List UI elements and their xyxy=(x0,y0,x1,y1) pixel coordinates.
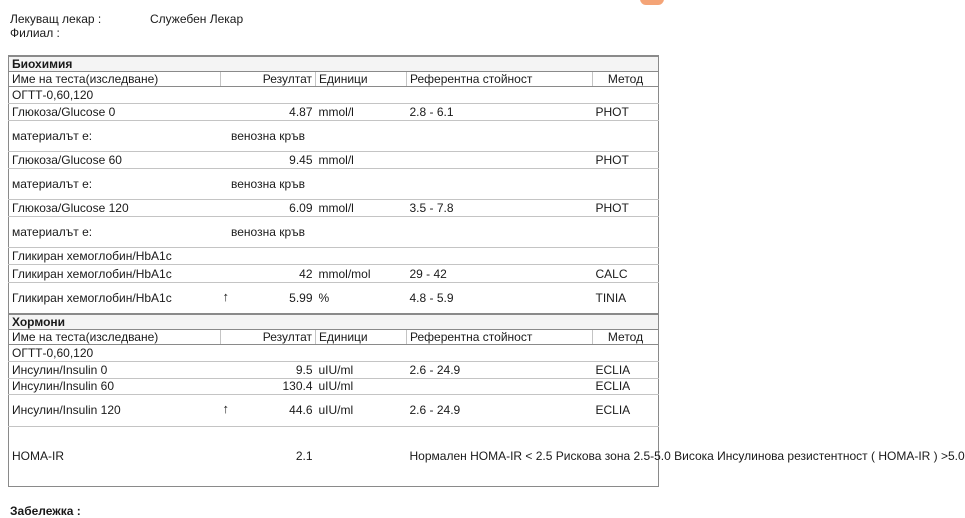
test-name: Глюкоза/Glucose 0 xyxy=(9,104,221,121)
group-row xyxy=(9,248,659,265)
doctor-label: Лекуващ лекар : xyxy=(10,12,102,26)
section-row xyxy=(9,56,659,72)
test-method: PHOT xyxy=(593,152,659,169)
test-name: Инсулин/Insulin 0 xyxy=(9,361,221,378)
test-method: PHOT xyxy=(593,200,659,217)
results-table xyxy=(8,55,965,487)
group-label: ОГТТ-0,60,120 xyxy=(9,87,659,104)
test-name: Гликиран хемоглобин/HbA1c xyxy=(9,265,221,283)
material-label: материалът е: xyxy=(9,121,221,152)
corner-mark xyxy=(640,0,664,5)
group-label: Гликиран хемоглобин/HbA1c xyxy=(9,248,659,265)
table-row xyxy=(9,200,659,217)
test-name xyxy=(9,394,221,426)
table-row xyxy=(9,152,659,169)
test-result: 42 xyxy=(221,265,316,283)
group-label: ОГТТ-0,60,120 xyxy=(9,344,659,361)
test-method: CALC xyxy=(593,265,659,283)
test-unit: uIU/ml xyxy=(316,361,407,378)
column-header-row xyxy=(9,72,659,87)
section-row xyxy=(9,314,659,330)
col-result-header: Резултат xyxy=(221,329,316,344)
test-reference: 2.8 - 6.1 xyxy=(407,104,593,121)
material-row xyxy=(9,121,659,152)
test-name: Глюкоза/Glucose 60 xyxy=(9,152,221,169)
test-result: 130.4 xyxy=(221,378,316,394)
test-name: HOMA-IR xyxy=(9,426,221,486)
test-result xyxy=(221,283,316,314)
test-unit: mmol/l xyxy=(316,200,407,217)
group-row xyxy=(9,344,659,361)
col-method-header: Метод xyxy=(593,329,659,344)
test-reference: 4.8 - 5.9 xyxy=(407,283,593,314)
test-method: PHOT xyxy=(593,104,659,121)
test-result: 4.87 xyxy=(221,104,316,121)
test-name-text: Инсулин/Insulin 120 xyxy=(12,403,121,417)
doctor-line xyxy=(10,12,243,26)
column-header-row xyxy=(9,329,659,344)
material-value: венозна кръв xyxy=(221,169,316,200)
table-row xyxy=(9,394,659,426)
material-row xyxy=(9,169,659,200)
col-reference-header: Референтна стойност xyxy=(407,72,593,87)
test-unit: % xyxy=(316,283,407,314)
test-result: 2.1 xyxy=(221,426,316,486)
section-title-hormones: Хормони xyxy=(9,314,659,330)
test-unit: uIU/ml xyxy=(316,394,407,426)
test-unit: mmol/l xyxy=(316,104,407,121)
test-result-value: 44.6 xyxy=(289,403,313,417)
test-unit: mmol/l xyxy=(316,152,407,169)
col-name-header: Име на теста(изследване) xyxy=(9,329,221,344)
table-row xyxy=(9,378,659,394)
material-label: материалът е: xyxy=(9,169,221,200)
table-row xyxy=(9,426,659,486)
col-result-header: Резултат xyxy=(221,72,316,87)
test-reference: 3.5 - 7.8 xyxy=(407,200,593,217)
test-method: TINIA xyxy=(593,283,659,314)
group-row xyxy=(9,87,659,104)
material-row xyxy=(9,217,659,248)
test-method: ECLIA xyxy=(593,394,659,426)
material-value: венозна кръв xyxy=(221,121,316,152)
material-value: венозна кръв xyxy=(221,217,316,248)
test-reference: 29 - 42 xyxy=(407,265,593,283)
col-method-header: Метод xyxy=(593,72,659,87)
test-reference: 2.6 - 24.9 xyxy=(407,394,593,426)
test-result: 9.45 xyxy=(221,152,316,169)
branch-label: Филиал : xyxy=(10,26,60,40)
test-result: 6.09 xyxy=(221,200,316,217)
col-units-header: Единици xyxy=(316,72,407,87)
col-units-header: Единици xyxy=(316,329,407,344)
test-name xyxy=(9,283,221,314)
test-reference: Нормален HOMA-IR < 2.5 Рискова зона 2.5-5.0 Висока Инсулинова резистентност ( HOMA-IR ) >5.0 xyxy=(407,426,593,486)
test-result xyxy=(221,394,316,426)
test-reference xyxy=(407,378,593,394)
test-name: Инсулин/Insulin 60 xyxy=(9,378,221,394)
table-row xyxy=(9,265,659,283)
col-name-header: Име на теста(изследване) xyxy=(9,72,221,87)
test-result: 9.5 xyxy=(221,361,316,378)
table-row xyxy=(9,283,659,314)
table-row xyxy=(9,361,659,378)
note-label: Забележка : xyxy=(10,504,81,518)
test-name-text: Гликиран хемоглобин/HbA1c xyxy=(12,290,172,305)
table-row xyxy=(9,104,659,121)
test-name: Глюкоза/Glucose 120 xyxy=(9,200,221,217)
test-unit: uIU/ml xyxy=(316,378,407,394)
test-reference xyxy=(407,152,593,169)
col-reference-header: Референтна стойност xyxy=(407,329,593,344)
arrow-up-icon: ↑ xyxy=(222,288,229,304)
test-unit xyxy=(316,426,407,486)
section-title-biochem: Биохимия xyxy=(9,56,659,72)
material-label: материалът е: xyxy=(9,217,221,248)
test-reference: 2.6 - 24.9 xyxy=(407,361,593,378)
test-method: ECLIA xyxy=(593,361,659,378)
branch-line xyxy=(10,26,150,40)
test-method: ECLIA xyxy=(593,378,659,394)
test-result-value: 5.99 xyxy=(289,290,313,305)
doctor-value: Служебен Лекар xyxy=(150,12,244,26)
arrow-up-icon: ↑ xyxy=(222,401,229,416)
test-unit: mmol/mol xyxy=(316,265,407,283)
